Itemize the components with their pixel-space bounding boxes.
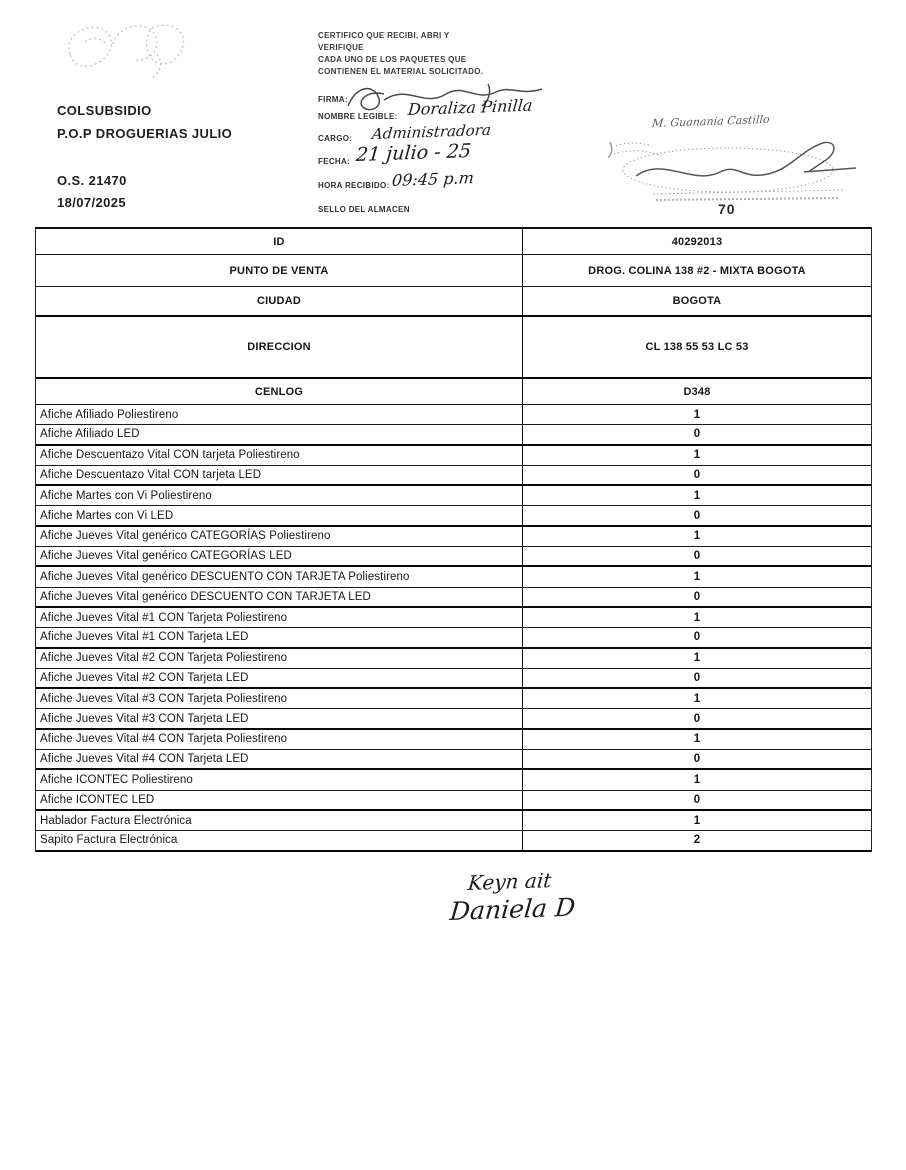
- info-value: BOGOTA: [522, 287, 871, 315]
- item-quantity: 0: [522, 425, 871, 443]
- item-quantity: 1: [522, 770, 871, 789]
- item-row: [36, 791, 871, 811]
- item-name: Afiche Jueves Vital genérico CATEGORÍAS LED: [40, 550, 292, 563]
- item-name: Afiche Descuentazo Vital CON tarjeta Poliestireno: [40, 449, 300, 462]
- delivery-table: [35, 227, 872, 852]
- certification-line: VERIFIQUE: [318, 43, 364, 52]
- item-name: Afiche ICONTEC Poliestireno: [40, 773, 193, 786]
- fecha-handwriting: 21 julio - 25: [355, 140, 473, 166]
- item-row: [36, 567, 871, 587]
- item-name: Afiche ICONTEC LED: [40, 793, 155, 806]
- footer-handwriting-line2: Daniela D: [448, 892, 577, 926]
- cargo-label: CARGO:: [318, 134, 353, 143]
- item-row: [36, 486, 871, 506]
- fecha-label: FECHA:: [318, 157, 351, 166]
- footer-handwriting-line1: Keyn ait: [466, 868, 553, 895]
- item-quantity: 1: [522, 649, 871, 668]
- item-row: [36, 405, 871, 425]
- hora-recibido-label: HORA RECIBIDO:: [318, 181, 390, 190]
- sello-almacen-label: SELLO DEL ALMACEN: [318, 205, 410, 214]
- item-row: [36, 709, 871, 729]
- item-row: [36, 811, 871, 831]
- item-row: [36, 527, 871, 547]
- item-quantity: 2: [522, 831, 871, 849]
- item-row: [36, 446, 871, 466]
- item-quantity: 1: [522, 486, 871, 505]
- order-number: O.S. 21470: [57, 173, 127, 188]
- warehouse-stamp-signature-scribble: [608, 128, 898, 208]
- info-label: PUNTO DE VENTA: [229, 264, 329, 277]
- info-label: CIUDAD: [257, 295, 301, 307]
- items-body: [36, 405, 871, 852]
- item-quantity: 0: [522, 628, 871, 646]
- item-name: Afiche Jueves Vital #1 CON Tarjeta LED: [40, 631, 249, 644]
- info-row-cenlog: [36, 379, 871, 405]
- item-quantity: 1: [522, 446, 871, 465]
- info-row-ciudad: [36, 287, 871, 317]
- item-row: [36, 770, 871, 790]
- item-row: [36, 547, 871, 567]
- item-name: Afiche Martes con Vi LED: [40, 509, 174, 522]
- certification-line: CONTIENEN EL MATERIAL SOLICITADO.: [318, 67, 484, 76]
- info-value: CL 138 55 53 LC 53: [522, 317, 871, 377]
- item-quantity: 0: [522, 791, 871, 809]
- item-quantity: 0: [522, 506, 871, 524]
- item-row: [36, 608, 871, 628]
- item-name: Afiche Afiliado Poliestireno: [40, 408, 179, 421]
- colsubsidio-logo-scan-artifact: [55, 12, 205, 84]
- item-quantity: 1: [522, 811, 871, 830]
- item-name: Afiche Jueves Vital #2 CON Tarjeta LED: [40, 672, 249, 684]
- item-quantity: 0: [522, 547, 871, 565]
- item-quantity: 1: [522, 567, 871, 586]
- item-name: Afiche Afiliado LED: [40, 428, 140, 441]
- info-value: 40292013: [522, 229, 871, 254]
- item-row: [36, 588, 871, 608]
- info-row-direccion: [36, 317, 871, 379]
- item-quantity: 1: [522, 405, 871, 424]
- info-value: D348: [522, 379, 871, 404]
- item-quantity: 1: [522, 689, 871, 708]
- item-quantity: 1: [522, 730, 871, 749]
- item-name: Afiche Jueves Vital #1 CON Tarjeta Poliestireno: [40, 611, 288, 624]
- order-date: 18/07/2025: [57, 195, 127, 210]
- stamp-number: 70: [718, 201, 736, 217]
- item-name: Afiche Jueves Vital #4 CON Tarjeta LED: [40, 753, 249, 766]
- item-quantity: 0: [522, 750, 871, 768]
- item-row: [36, 730, 871, 750]
- info-row-id: [36, 229, 871, 255]
- item-row: [36, 649, 871, 669]
- item-name: Afiche Jueves Vital #3 CON Tarjeta Poliestireno: [40, 692, 288, 705]
- item-quantity: 0: [522, 709, 871, 727]
- program-name: P.O.P DROGUERIAS JULIO: [57, 126, 233, 141]
- item-name: Afiche Jueves Vital genérico DESCUENTO CON TARJETA LED: [40, 590, 371, 603]
- item-row: [36, 689, 871, 709]
- cargo-handwriting: Administradora: [371, 120, 492, 143]
- item-name: Afiche Jueves Vital genérico DESCUENTO CON TARJETA Poliestireno: [40, 571, 410, 584]
- company-name: COLSUBSIDIO: [57, 103, 152, 118]
- item-name: Afiche Descuentazo Vital CON tarjeta LED: [40, 469, 262, 482]
- item-row: [36, 669, 871, 689]
- item-name: Afiche Jueves Vital #4 CON Tarjeta Poliestireno: [40, 733, 288, 746]
- nombre-legible-label: NOMBRE LEGIBLE:: [318, 112, 398, 121]
- certification-block: [318, 30, 568, 78]
- item-quantity: 0: [522, 669, 871, 687]
- item-row: [36, 466, 871, 486]
- header-left-block: [57, 103, 232, 210]
- info-label: CENLOG: [254, 385, 304, 398]
- item-row: [36, 628, 871, 648]
- item-name: Afiche Jueves Vital genérico CATEGORÍAS Poliestireno: [40, 530, 331, 543]
- item-row: [36, 831, 871, 851]
- item-quantity: 1: [522, 608, 871, 627]
- item-quantity: 0: [522, 466, 871, 484]
- item-row: [36, 425, 871, 445]
- item-row: [36, 506, 871, 526]
- certification-line: CERTIFICO QUE RECIBI, ABRI Y: [318, 31, 450, 40]
- info-value: DROG. COLINA 138 #2 - MIXTA BOGOTA: [522, 255, 871, 286]
- item-name: Afiche Jueves Vital #2 CON Tarjeta Poliestireno: [40, 652, 288, 665]
- received-by-name-note: M. Guanania Castillo: [651, 112, 771, 130]
- item-quantity: 1: [522, 527, 871, 546]
- info-label: DIRECCION: [247, 341, 311, 353]
- item-name: Afiche Jueves Vital #3 CON Tarjeta LED: [40, 712, 249, 725]
- firma-label: FIRMA:: [318, 95, 348, 104]
- item-name: Afiche Martes con Vi Poliestireno: [40, 489, 212, 502]
- nombre-legible-handwriting: Doraliza Pinilla: [407, 95, 534, 119]
- item-quantity: 0: [522, 588, 871, 606]
- certification-line: CADA UNO DE LOS PAQUETES QUE: [318, 55, 467, 64]
- hora-handwriting: 09:45 p.m: [391, 168, 475, 190]
- item-name: Hablador Factura Electrónica: [40, 814, 192, 827]
- item-name: Sapito Factura Electrónica: [40, 834, 178, 847]
- item-row: [36, 750, 871, 770]
- info-label: ID: [273, 235, 285, 248]
- info-row-punto-de-venta: [36, 255, 871, 287]
